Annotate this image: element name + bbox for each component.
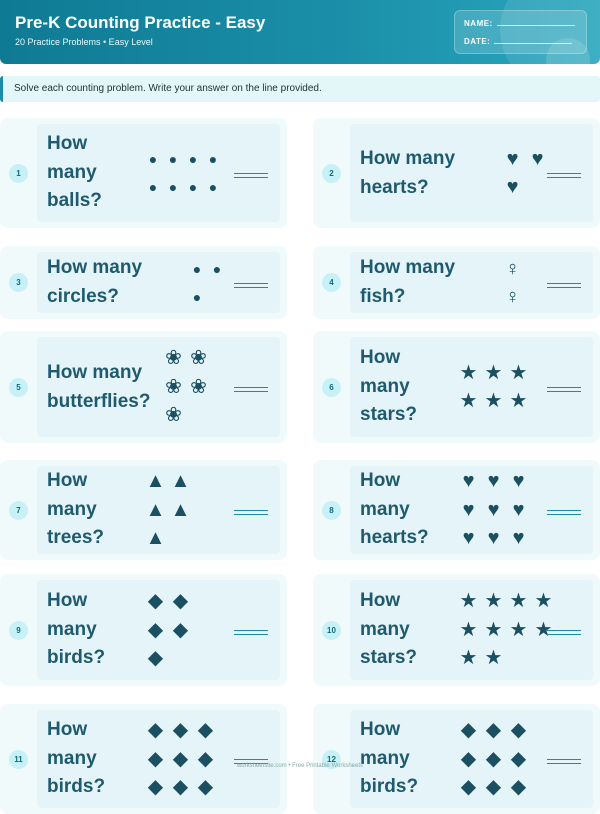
icon-row: [143, 524, 168, 553]
diamond-icon: ◆: [172, 719, 189, 741]
question-line: How: [47, 133, 88, 154]
problem-number: 12: [322, 750, 341, 769]
diamond-icon: ◆: [147, 590, 164, 612]
fish-icon: ♀: [505, 258, 520, 280]
diamond-icon: ◆: [172, 776, 189, 798]
icon-row: [143, 467, 193, 496]
question-line: stars?: [360, 647, 418, 668]
date-blank-line[interactable]: [494, 43, 572, 44]
problem-card: [313, 118, 600, 228]
answer-line[interactable]: [547, 630, 581, 635]
answer-line[interactable]: [547, 283, 581, 288]
problem-card: [313, 246, 600, 319]
icon-row: [456, 773, 531, 802]
problem-card: [0, 704, 287, 814]
diamond-icon: ◆: [485, 747, 502, 770]
date-label: DATE:: [464, 37, 491, 46]
answer-line[interactable]: [234, 630, 268, 635]
icon-row: [500, 283, 525, 311]
heart-icon: ♥: [506, 176, 519, 198]
triangle-icon: ▲: [170, 470, 191, 492]
name-label: NAME:: [464, 19, 493, 28]
problem-number: 9: [9, 621, 28, 640]
problem-body: [350, 710, 593, 808]
star-icon: ★: [484, 362, 503, 384]
problem-card: [313, 460, 600, 560]
problem-body: [37, 466, 280, 554]
question-line: How: [360, 470, 401, 491]
diamond-icon: ◆: [460, 719, 477, 741]
flower-icon: ❀: [190, 375, 207, 398]
diamond-icon: ◆: [147, 719, 164, 741]
diamond-icon: ◆: [197, 719, 214, 741]
footer-text: worksheetsite.com • Free Printable Worksheets: [236, 763, 364, 769]
diamond-icon: ◆: [460, 776, 477, 798]
worksheet-title: Pre-K Counting Practice - Easy: [15, 13, 266, 32]
icon-row: [456, 644, 506, 673]
star-icon: ★: [534, 590, 553, 612]
icon-row: [143, 773, 218, 802]
diamond-icon: ◆: [197, 776, 214, 798]
dot-icon: ●: [188, 179, 198, 195]
question-line: trees?: [47, 527, 105, 548]
question-line: many: [360, 498, 410, 520]
problem-number: 4: [322, 273, 341, 292]
question-line: birds?: [47, 776, 106, 797]
heart-icon: ♥: [462, 527, 475, 549]
diamond-icon: ◆: [485, 776, 502, 798]
problem-card: [0, 574, 287, 686]
problem-number: 7: [9, 501, 28, 520]
diamond-icon: ◆: [510, 776, 527, 798]
diamond-icon: ◆: [172, 590, 189, 612]
question-line: How many: [47, 362, 143, 383]
question-text: [360, 145, 455, 202]
question-text: [47, 467, 104, 553]
problem-number: 2: [322, 164, 341, 183]
question-line: How: [47, 470, 88, 491]
instructions-bar: [0, 76, 600, 102]
question-line: butterflies?: [47, 390, 151, 412]
icon-row: [500, 173, 525, 201]
problem-card: [313, 704, 600, 814]
dot-icon: ●: [192, 261, 202, 277]
icon-row: [143, 616, 193, 645]
question-line: many: [47, 747, 97, 769]
star-icon: ★: [509, 590, 528, 612]
question-line: many: [47, 618, 97, 640]
star-icon: ★: [459, 618, 478, 641]
problem-body: [350, 252, 593, 313]
heart-icon: ♥: [512, 470, 525, 492]
star-icon: ★: [534, 618, 553, 641]
heart-icon: ♥: [531, 148, 544, 170]
answer-line[interactable]: [547, 510, 581, 515]
diamond-icon: ◆: [510, 747, 527, 770]
icon-row: [143, 173, 223, 201]
diamond-icon: ◆: [147, 647, 164, 669]
heart-icon: ♥: [462, 498, 475, 521]
star-icon: ★: [459, 390, 478, 412]
question-text: [47, 254, 142, 311]
problem-card: [0, 246, 287, 319]
dot-icon: ●: [208, 151, 218, 167]
icon-row: [143, 496, 193, 525]
star-icon: ★: [459, 647, 478, 669]
problem-card: [0, 460, 287, 560]
date-field[interactable]: [464, 37, 572, 46]
fish-icon: ♀: [505, 286, 520, 308]
heart-icon: ♥: [487, 498, 500, 521]
diamond-icon: ◆: [197, 747, 214, 770]
question-text: [360, 587, 417, 673]
problem-number: 11: [9, 750, 28, 769]
question-line: many: [360, 747, 410, 769]
icon-row: [456, 467, 531, 496]
question-line: circles?: [47, 285, 119, 307]
flower-icon: ❀: [190, 347, 207, 369]
question-text: [47, 716, 105, 802]
star-icon: ★: [484, 590, 503, 612]
icon-row: [187, 283, 207, 311]
problem-card: [313, 331, 600, 443]
question-line: How: [360, 347, 401, 368]
problem-body: [37, 252, 280, 313]
icon-row: [456, 359, 531, 387]
icon-row: [161, 344, 211, 373]
problem-body: [350, 337, 593, 437]
diamond-icon: ◆: [172, 747, 189, 770]
star-icon: ★: [459, 590, 478, 612]
icon-row: [456, 616, 556, 645]
star-icon: ★: [509, 618, 528, 641]
problem-card: [313, 574, 600, 686]
answer-line[interactable]: [234, 510, 268, 515]
dot-icon: ●: [212, 261, 222, 277]
flower-icon: ❀: [165, 347, 182, 369]
diamond-icon: ◆: [510, 719, 527, 741]
star-icon: ★: [484, 647, 503, 669]
icon-row: [143, 644, 168, 673]
question-line: How many: [47, 257, 143, 278]
heart-icon: ♥: [462, 470, 475, 492]
heart-icon: ♥: [487, 527, 500, 549]
icon-row: [161, 373, 211, 402]
answer-line[interactable]: [234, 283, 268, 288]
star-icon: ★: [509, 390, 528, 412]
instructions-text: Solve each counting problem. Write your answer on the line provided.: [14, 83, 322, 94]
answer-line[interactable]: [234, 173, 268, 178]
question-line: How: [360, 719, 401, 740]
question-line: fish?: [360, 285, 406, 307]
question-text: [47, 130, 102, 216]
icon-row: [143, 716, 218, 745]
question-line: many: [360, 375, 410, 397]
question-line: birds?: [47, 647, 106, 668]
icon-row: [456, 587, 556, 616]
star-icon: ★: [484, 390, 503, 412]
problem-body: [37, 124, 280, 222]
question-text: [360, 716, 418, 802]
question-line: balls?: [47, 190, 102, 211]
question-line: hearts?: [360, 527, 429, 548]
name-blank-line[interactable]: [497, 25, 575, 26]
diamond-icon: ◆: [147, 618, 164, 641]
problem-body: [37, 337, 280, 437]
question-text: [360, 467, 429, 553]
diamond-icon: ◆: [147, 747, 164, 770]
dot-icon: ●: [188, 151, 198, 167]
problem-card: [0, 118, 287, 228]
icon-row: [456, 387, 531, 415]
question-line: many: [360, 618, 410, 640]
icon-row: [187, 255, 227, 283]
icon-row: [456, 496, 531, 525]
icon-row: [500, 255, 525, 283]
problem-body: [350, 466, 593, 554]
diamond-icon: ◆: [460, 747, 477, 770]
question-line: hearts?: [360, 176, 429, 198]
triangle-icon: ▲: [145, 498, 166, 521]
dot-icon: ●: [208, 179, 218, 195]
answer-line[interactable]: [547, 387, 581, 392]
star-icon: ★: [459, 362, 478, 384]
problem-body: [37, 710, 280, 808]
icon-row: [500, 145, 550, 173]
worksheet-subtitle: 20 Practice Problems • Easy Level: [15, 37, 153, 47]
icon-row: [456, 716, 531, 745]
answer-line[interactable]: [234, 387, 268, 392]
problem-number: 3: [9, 273, 28, 292]
question-text: [47, 359, 150, 416]
name-date-box: [454, 10, 587, 54]
heart-icon: ♥: [487, 470, 500, 492]
question-text: [360, 254, 455, 311]
problem-body: [350, 124, 593, 222]
problem-body: [37, 580, 280, 680]
worksheet-header: [0, 0, 600, 64]
question-line: How: [47, 719, 88, 740]
heart-icon: ♥: [506, 148, 519, 170]
triangle-icon: ▲: [145, 527, 166, 549]
question-line: How: [360, 590, 401, 611]
problem-number: 10: [322, 621, 341, 640]
question-line: How many: [360, 257, 456, 278]
question-line: How many: [360, 148, 456, 169]
problem-number: 8: [322, 501, 341, 520]
triangle-icon: ▲: [170, 498, 191, 521]
question-text: [360, 344, 417, 430]
dot-icon: ●: [148, 151, 158, 167]
star-icon: ★: [509, 362, 528, 384]
question-line: birds?: [360, 776, 419, 797]
diamond-icon: ◆: [172, 618, 189, 641]
answer-line[interactable]: [547, 173, 581, 178]
icon-row: [143, 145, 223, 173]
question-line: many: [47, 498, 97, 520]
problem-number: 5: [9, 378, 28, 397]
problem-number: 6: [322, 378, 341, 397]
dot-icon: ●: [192, 289, 202, 305]
diamond-icon: ◆: [485, 719, 502, 741]
flower-icon: ❀: [165, 375, 182, 398]
question-line: many: [47, 161, 97, 183]
dot-icon: ●: [168, 179, 178, 195]
triangle-icon: ▲: [145, 470, 166, 492]
question-text: [47, 587, 105, 673]
heart-icon: ♥: [512, 527, 525, 549]
problem-card: [0, 331, 287, 443]
question-line: How: [47, 590, 88, 611]
question-line: stars?: [360, 404, 418, 425]
problem-body: [350, 580, 593, 680]
icon-row: [143, 587, 193, 616]
diamond-icon: ◆: [147, 776, 164, 798]
name-field[interactable]: [464, 19, 575, 28]
icon-row: [161, 401, 186, 430]
dot-icon: ●: [168, 151, 178, 167]
heart-icon: ♥: [512, 498, 525, 521]
dot-icon: ●: [148, 179, 158, 195]
problem-number: 1: [9, 164, 28, 183]
icon-row: [456, 524, 531, 553]
star-icon: ★: [484, 618, 503, 641]
flower-icon: ❀: [165, 404, 182, 426]
